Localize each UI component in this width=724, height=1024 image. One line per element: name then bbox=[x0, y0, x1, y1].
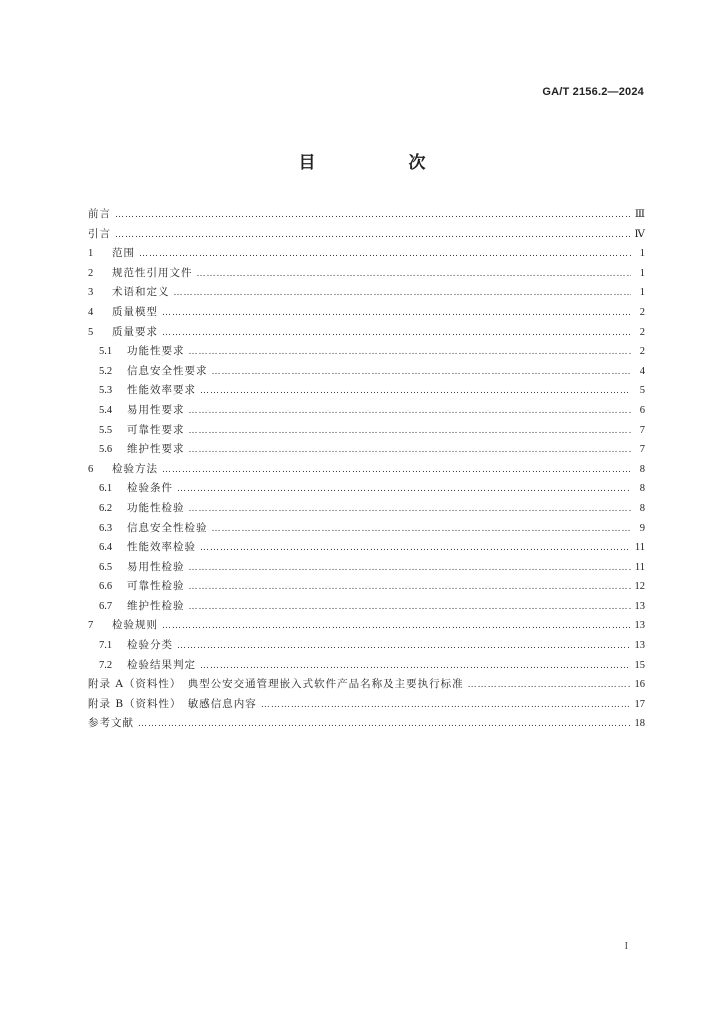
toc-entry[interactable] bbox=[88, 577, 645, 597]
toc-entry[interactable] bbox=[88, 205, 645, 225]
toc-entry-number: 3 bbox=[88, 287, 94, 299]
toc-entry-page: 8 bbox=[639, 463, 645, 475]
toc-entry-title: 附录 B（资料性） 敏感信息内容 bbox=[88, 697, 257, 710]
toc-entry-page: 2 bbox=[639, 326, 645, 338]
toc-leader-dots bbox=[189, 421, 632, 441]
toc-entry[interactable] bbox=[88, 381, 645, 401]
toc-entry-number: 6.4 bbox=[99, 542, 113, 554]
toc-entry-title: 可靠性检验 bbox=[127, 580, 185, 593]
toc-entry-page: 7 bbox=[639, 424, 645, 436]
toc-entry-number: 6.2 bbox=[99, 502, 113, 514]
toc-entry-page: 5 bbox=[639, 385, 645, 397]
table-of-contents bbox=[88, 205, 645, 734]
page-number: I bbox=[624, 941, 628, 952]
toc-leader-dots bbox=[162, 616, 631, 636]
toc-entry-title: 易用性要求 bbox=[127, 403, 185, 416]
toc-leader-dots bbox=[189, 558, 631, 578]
toc-entry-page: 11 bbox=[634, 561, 645, 573]
toc-leader-dots bbox=[162, 303, 631, 323]
toc-leader-dots bbox=[139, 244, 631, 264]
toc-entry-page: 7 bbox=[639, 444, 645, 456]
toc-entry-number: 6.7 bbox=[99, 600, 113, 612]
toc-entry-title: 性能效率要求 bbox=[127, 384, 196, 397]
toc-leader-dots bbox=[174, 283, 632, 303]
toc-entry-page: 12 bbox=[634, 581, 645, 593]
toc-entry-title: 性能效率检验 bbox=[127, 541, 196, 554]
toc-leader-dots bbox=[212, 362, 632, 382]
toc-entry-page: Ⅲ bbox=[634, 209, 645, 220]
toc-leader-dots bbox=[189, 401, 632, 421]
toc-leader-dots bbox=[261, 695, 631, 715]
toc-entry-title: 前言 bbox=[88, 208, 111, 220]
toc-entry[interactable] bbox=[88, 401, 645, 421]
toc-leader-dots bbox=[162, 323, 631, 343]
toc-leader-dots bbox=[200, 538, 631, 558]
toc-entry-title: 信息安全性要求 bbox=[127, 364, 208, 377]
toc-entry[interactable] bbox=[88, 225, 645, 245]
toc-entry[interactable] bbox=[88, 636, 645, 656]
toc-entry-page: 8 bbox=[639, 502, 645, 514]
toc-entry-title: 质量模型 bbox=[112, 305, 158, 318]
toc-entry[interactable] bbox=[88, 264, 645, 284]
toc-entry-page: 9 bbox=[639, 522, 645, 534]
toc-leader-dots bbox=[197, 264, 632, 284]
toc-entry[interactable] bbox=[88, 656, 645, 676]
toc-entry-page: 8 bbox=[639, 483, 645, 495]
toc-leader-dots bbox=[138, 714, 631, 734]
toc-entry-title: 附录 A（资料性） 典型公安交通管理嵌入式软件产品名称及主要执行标准 bbox=[88, 678, 464, 691]
toc-entry[interactable] bbox=[88, 323, 645, 343]
toc-entry-page: 16 bbox=[634, 679, 645, 691]
toc-entry-page: 13 bbox=[634, 620, 645, 632]
toc-entry-title: 易用性检验 bbox=[127, 560, 185, 573]
toc-entry-number: 1 bbox=[88, 248, 94, 260]
toc-entry-title: 参考文献 bbox=[88, 717, 134, 730]
toc-entry[interactable] bbox=[88, 283, 645, 303]
toc-entry-page: 15 bbox=[634, 659, 645, 671]
page-title: 目 次 bbox=[298, 153, 464, 173]
toc-entry-number: 6.5 bbox=[99, 561, 113, 573]
toc-entry-page: 2 bbox=[639, 346, 645, 358]
toc-entry-number: 6 bbox=[88, 463, 94, 475]
toc-entry[interactable] bbox=[88, 303, 645, 323]
toc-entry-number: 7 bbox=[88, 620, 94, 632]
toc-entry-page: 13 bbox=[634, 600, 645, 612]
toc-leader-dots bbox=[115, 225, 631, 245]
toc-leader-dots bbox=[162, 460, 631, 480]
toc-entry-number: 7.1 bbox=[99, 640, 113, 652]
toc-entry-number: 5.2 bbox=[99, 365, 113, 377]
toc-entry-title: 范围 bbox=[112, 247, 135, 260]
toc-leader-dots bbox=[189, 342, 632, 362]
toc-entry[interactable] bbox=[88, 558, 645, 578]
toc-leader-dots bbox=[212, 519, 632, 539]
toc-leader-dots bbox=[177, 479, 631, 499]
toc-entry[interactable] bbox=[88, 421, 645, 441]
toc-entry-page: 1 bbox=[639, 248, 645, 260]
toc-entry[interactable] bbox=[88, 695, 645, 715]
toc-leader-dots bbox=[177, 636, 631, 656]
toc-entry-number: 6.6 bbox=[99, 581, 113, 593]
toc-entry-number: 2 bbox=[88, 267, 94, 279]
toc-entry[interactable] bbox=[88, 479, 645, 499]
toc-entry-page: 6 bbox=[639, 404, 645, 416]
toc-entry-title: 检验分类 bbox=[127, 639, 173, 652]
toc-entry[interactable] bbox=[88, 362, 645, 382]
toc-entry-page: 11 bbox=[634, 542, 645, 554]
toc-entry[interactable] bbox=[88, 597, 645, 617]
toc-entry-number: 7.2 bbox=[99, 659, 113, 671]
toc-entry[interactable] bbox=[88, 538, 645, 558]
toc-entry-title: 规范性引用文件 bbox=[112, 266, 193, 279]
toc-entry-page: 4 bbox=[639, 365, 645, 377]
toc-leader-dots bbox=[189, 597, 631, 617]
toc-leader-dots bbox=[468, 675, 631, 695]
toc-entry[interactable] bbox=[88, 440, 645, 460]
toc-entry-page: 13 bbox=[634, 640, 645, 652]
toc-leader-dots bbox=[189, 577, 631, 597]
toc-entry-title: 信息安全性检验 bbox=[127, 521, 208, 534]
toc-entry-title: 维护性检验 bbox=[127, 599, 185, 612]
standard-code: GA/T 2156.2—2024 bbox=[542, 86, 644, 98]
toc-entry[interactable] bbox=[88, 675, 645, 695]
toc-entry[interactable] bbox=[88, 714, 645, 734]
toc-entry-title: 功能性要求 bbox=[127, 345, 185, 358]
toc-entry[interactable] bbox=[88, 244, 645, 264]
toc-entry-page: 1 bbox=[639, 287, 645, 299]
toc-entry-number: 6.1 bbox=[99, 483, 113, 495]
toc-entry-title: 检验条件 bbox=[127, 482, 173, 495]
toc-leader-dots bbox=[189, 499, 632, 519]
toc-entry-title: 维护性要求 bbox=[127, 443, 185, 456]
toc-entry[interactable] bbox=[88, 519, 645, 539]
toc-entry[interactable] bbox=[88, 499, 645, 519]
toc-entry-page: 17 bbox=[634, 698, 645, 710]
toc-leader-dots bbox=[189, 440, 632, 460]
toc-entry-number: 4 bbox=[88, 306, 94, 318]
toc-entry[interactable] bbox=[88, 342, 645, 362]
toc-entry-number: 6.3 bbox=[99, 522, 113, 534]
toc-entry-number: 5.5 bbox=[99, 424, 113, 436]
toc-leader-dots bbox=[115, 205, 631, 225]
toc-entry-page: 18 bbox=[634, 718, 645, 730]
toc-entry-title: 功能性检验 bbox=[127, 501, 185, 514]
toc-entry-title: 质量要求 bbox=[112, 325, 158, 338]
toc-entry-page: 1 bbox=[639, 267, 645, 279]
toc-leader-dots bbox=[200, 381, 631, 401]
toc-entry-page: Ⅳ bbox=[634, 228, 645, 240]
toc-entry[interactable] bbox=[88, 616, 645, 636]
toc-entry[interactable] bbox=[88, 460, 645, 480]
toc-entry-number: 5.6 bbox=[99, 444, 113, 456]
toc-entry-number: 5.3 bbox=[99, 385, 113, 397]
toc-entry-title: 术语和定义 bbox=[112, 286, 170, 299]
toc-entry-title: 检验结果判定 bbox=[127, 658, 196, 671]
toc-entry-number: 5.4 bbox=[99, 404, 113, 416]
toc-entry-title: 检验规则 bbox=[112, 619, 158, 632]
toc-entry-page: 2 bbox=[639, 306, 645, 318]
toc-leader-dots bbox=[200, 656, 631, 676]
toc-entry-title: 引言 bbox=[88, 227, 111, 240]
toc-entry-title: 可靠性要求 bbox=[127, 423, 185, 436]
toc-entry-title: 检验方法 bbox=[112, 462, 158, 475]
toc-entry-number: 5 bbox=[88, 326, 94, 338]
toc-entry-number: 5.1 bbox=[99, 346, 113, 358]
